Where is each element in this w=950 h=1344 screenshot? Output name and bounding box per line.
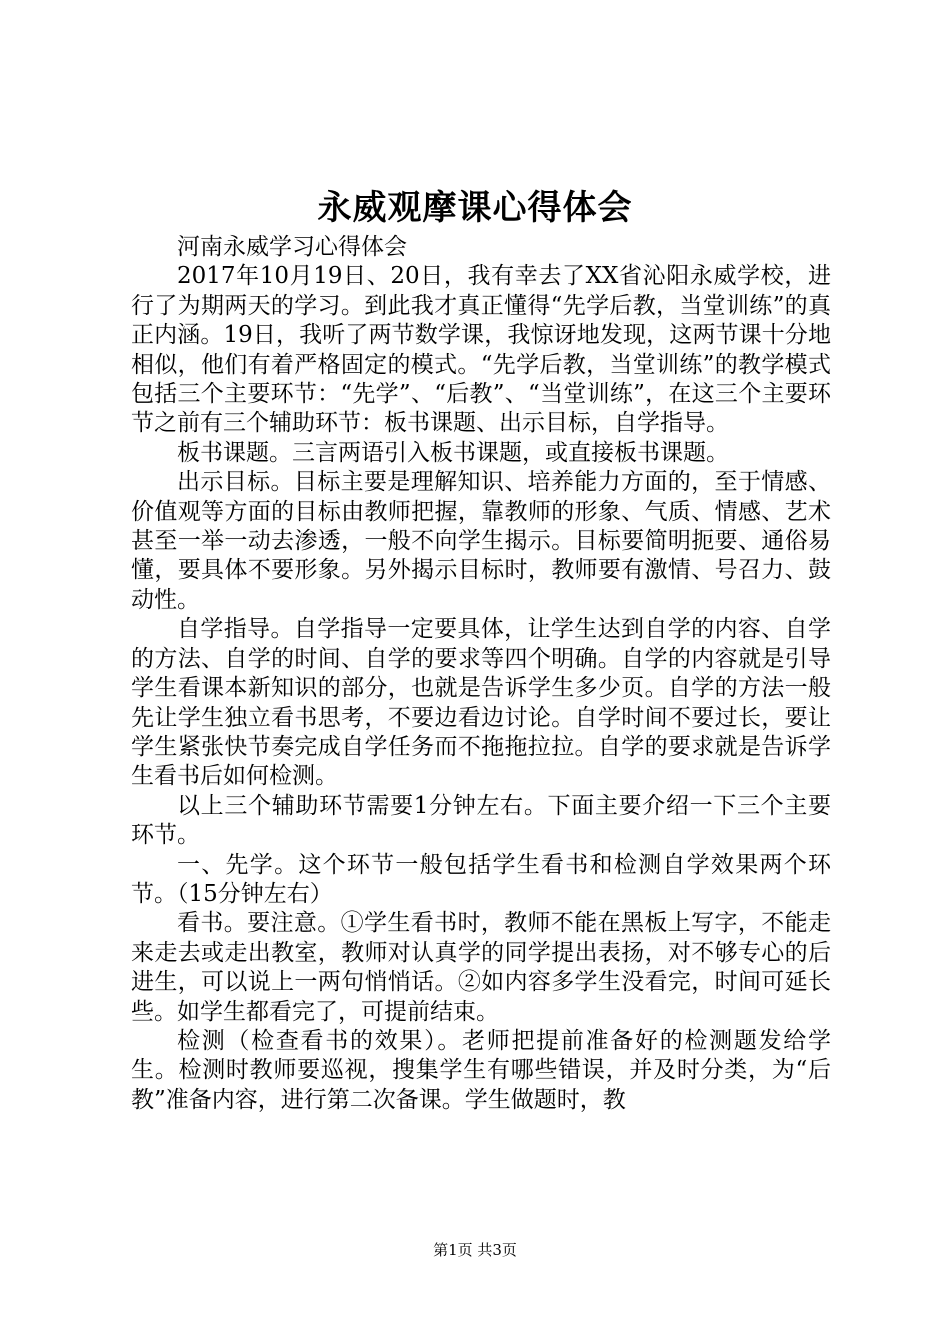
paragraph-first-learn: 一、先学。这个环节一般包括学生看书和检测自学效果两个环节。（15分钟左右）: [131, 851, 831, 907]
document-body: [131, 233, 831, 1115]
paragraph-self-study-guide: 自学指导。自学指导一定要具体，让学生达到自学的内容、自学的方法、自学的时间、自学的要求等四个明确。自学的内容就是引导学生看课本新知识的部分，也就是告诉学生多少页。自学的方法一般先让学生独立看书思考，不要边看边讨论。自学时间不要过长，要让学生紧张快节奏完成自学任务而不拖拖拉拉。自学的要求就是告诉学生看书后如何检测。: [131, 616, 831, 790]
paragraph-board-title: 板书课题。三言两语引入板书课题，或直接板书课题。: [177, 439, 729, 466]
document-title: 永威观摩课心得体会: [317, 188, 633, 228]
paragraph-intro: 2017年10月19日、20日，我有幸去了XX省沁阳永威学校，进行了为期两天的学习。到此我才真正懂得“先学后教，当堂训练”的真正内涵。19日，我听了两节数学课，我惊讶地发现，这两节课十分地相似，他们有着严格固定的模式。“先学后教，当堂训练”的教学模式包括三个主要环节：“先学”、“后教”、“当堂训练”，在这三个主要环节之前有三个辅助环节：板书课题、出示目标，自学指导。: [131, 263, 831, 437]
paragraph-testing: 检测（检查看书的效果）。老师把提前准备好的检测题发给学生。检测时教师要巡视，搜集学生有哪些错误，并及时分类，为“后教”准备内容，进行第二次备课。学生做题时，教: [131, 1027, 831, 1113]
paragraph-reading: 看书。要注意。①学生看书时，教师不能在黑板上写字，不能走来走去或走出教室，教师对认真学的同学提出表扬，对不够专心的后进生，可以说上一两句悄悄话。②如内容多学生没看完，时间可延长些。如学生都看完了，可提前结束。: [131, 910, 831, 1025]
paragraph-subtitle: 河南永威学习心得体会: [177, 234, 407, 260]
paragraph-show-goals: 出示目标。目标主要是理解知识、培养能力方面的，至于情感、价值观等方面的目标由教师把握，靠教师的形象、气质、情感、艺术甚至一举一动去渗透，一般不向学生揭示。目标要简明扼要、通俗易懂，要具体不要形象。另外揭示目标时，教师要有激情、号召力、鼓动性。: [131, 469, 831, 613]
page-footer: 第1页 共3页: [433, 1241, 517, 1259]
paragraph-auxiliary-summary: 以上三个辅助环节需要1分钟左右。下面主要介绍一下三个主要环节。: [131, 792, 831, 849]
